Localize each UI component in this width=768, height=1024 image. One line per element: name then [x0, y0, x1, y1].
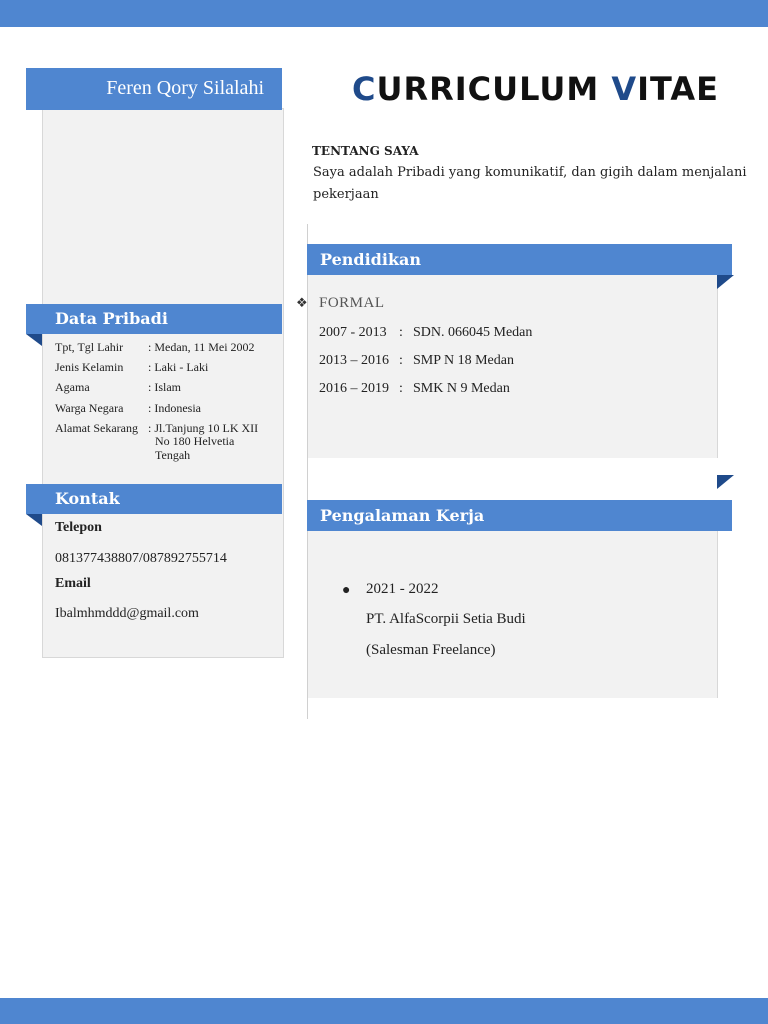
education-school: SMK N 9 Medan [413, 381, 510, 396]
diamond-bullet-icon: ❖ [296, 295, 308, 310]
personal-row-label: Tpt, Tgl Lahir [55, 340, 124, 354]
pengalaman-kerja-heading: Pengalaman Kerja [307, 500, 732, 531]
education-years: 2016 – 2019 [319, 381, 389, 396]
address-label: Alamat Sekarang [55, 421, 138, 435]
address-value-line2: No 180 Helvetia [155, 434, 235, 448]
education-row [319, 325, 532, 341]
personal-row [55, 401, 201, 416]
title-initial-c: C [352, 70, 377, 108]
education-sep: : [399, 325, 403, 340]
job-role: (Salesman Freelance) [366, 642, 496, 658]
bullet-icon: ● [342, 583, 351, 598]
address-value-line3: Tengah [155, 448, 191, 462]
personal-row-value: : Indonesia [148, 401, 201, 415]
about-text: Saya adalah Pribadi yang komunikatif, dan gigih dalam menjalani pekerjaan [313, 165, 747, 202]
ribbon-fold-icon [717, 475, 734, 489]
education-category: FORMAL [319, 295, 385, 311]
title-part-1: URRICULUM [376, 70, 612, 108]
education-row [319, 353, 514, 369]
personal-row-label: Agama [55, 380, 90, 394]
personal-row [55, 360, 208, 375]
kontak-heading: Kontak [26, 484, 282, 514]
email-label: Email [55, 576, 91, 591]
job-company: PT. AlfaScorpii Setia Budi [366, 611, 526, 627]
data-pribadi-heading: Data Pribadi [26, 304, 282, 334]
education-school: SMP N 18 Medan [413, 353, 514, 368]
education-sep: : [399, 353, 403, 368]
name-banner: Feren Qory Silalahi [26, 68, 282, 110]
title-part-2: ITAE [637, 70, 719, 108]
phone-value: 081377438807/087892755714 [55, 551, 227, 566]
education-sep: : [399, 381, 403, 396]
personal-row [55, 380, 181, 395]
education-years: 2013 – 2016 [319, 353, 389, 368]
bottom-color-bar [0, 998, 768, 1024]
education-years: 2007 - 2013 [319, 325, 387, 340]
email-value: Ibalmhmddd@gmail.com [55, 606, 199, 621]
ribbon-fold-icon [26, 514, 42, 526]
top-color-bar [0, 0, 768, 27]
pendidikan-heading: Pendidikan [307, 244, 732, 275]
personal-row-value: : Laki - Laki [148, 360, 209, 374]
personal-row-label: Jenis Kelamin [55, 360, 124, 374]
page-title [352, 70, 719, 108]
about-heading: TENTANG SAYA [312, 144, 419, 158]
ribbon-fold-icon [26, 334, 42, 346]
personal-row [55, 340, 255, 355]
personal-row-label: Warga Negara [55, 401, 124, 415]
phone-label: Telepon [55, 520, 102, 535]
title-initial-v: V [611, 70, 638, 108]
address-value-line1: : Jl.Tanjung 10 LK XII [148, 421, 259, 435]
education-school: SDN. 066045 Medan [413, 325, 533, 340]
personal-row-value: : Islam [148, 380, 181, 394]
education-row [319, 381, 510, 397]
personal-row-value: : Medan, 11 Mei 2002 [148, 340, 255, 354]
job-period: 2021 - 2022 [366, 581, 439, 597]
ribbon-fold-icon [717, 275, 734, 289]
